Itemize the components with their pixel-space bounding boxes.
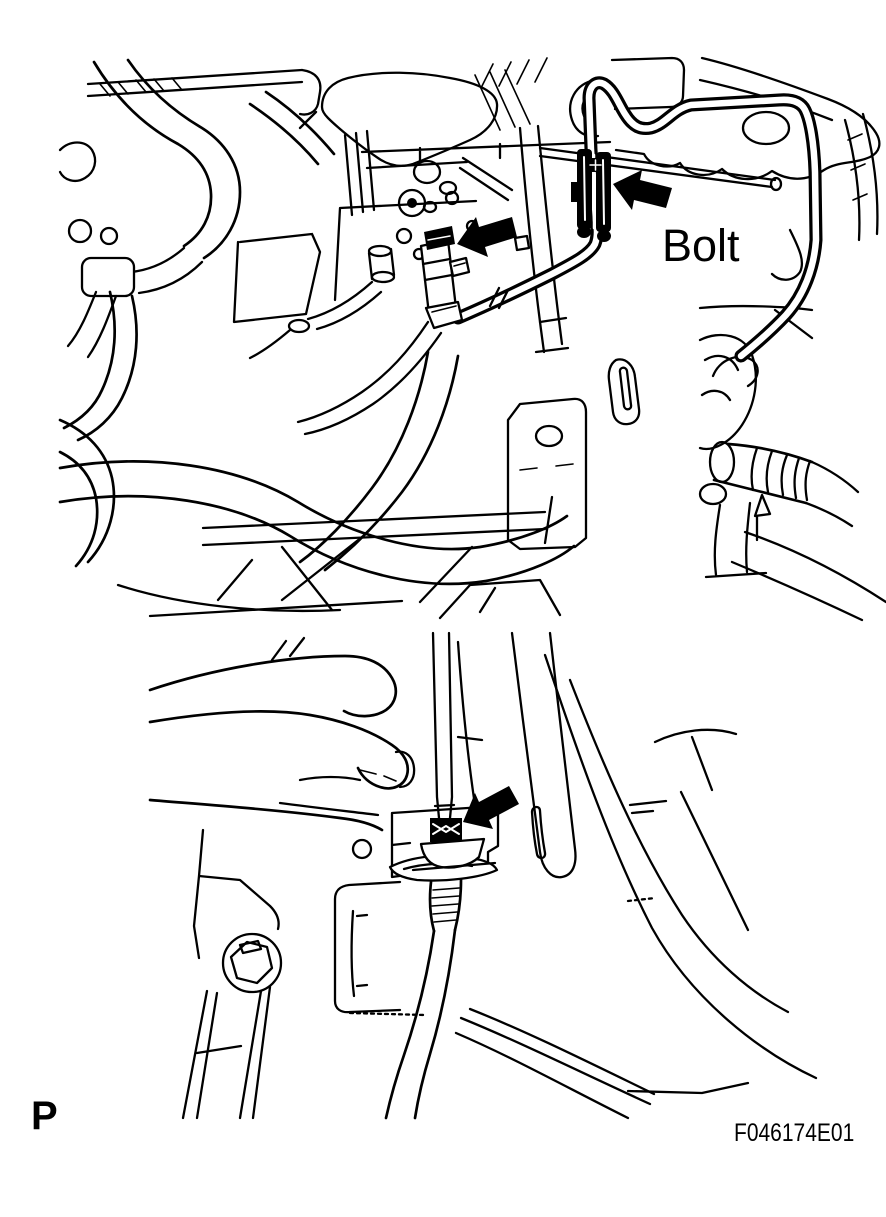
bottom-illustration [150, 633, 816, 1118]
top-illustration [60, 58, 886, 620]
bolt-arrow-upper-icon [613, 170, 672, 210]
page-marker: P [31, 1094, 58, 1138]
bolt-arrow-lower-icon [457, 217, 517, 257]
bolt-label: Bolt [662, 220, 740, 271]
figure-code: F046174E01 [734, 1119, 855, 1147]
hose-arrow-icon [463, 786, 519, 829]
